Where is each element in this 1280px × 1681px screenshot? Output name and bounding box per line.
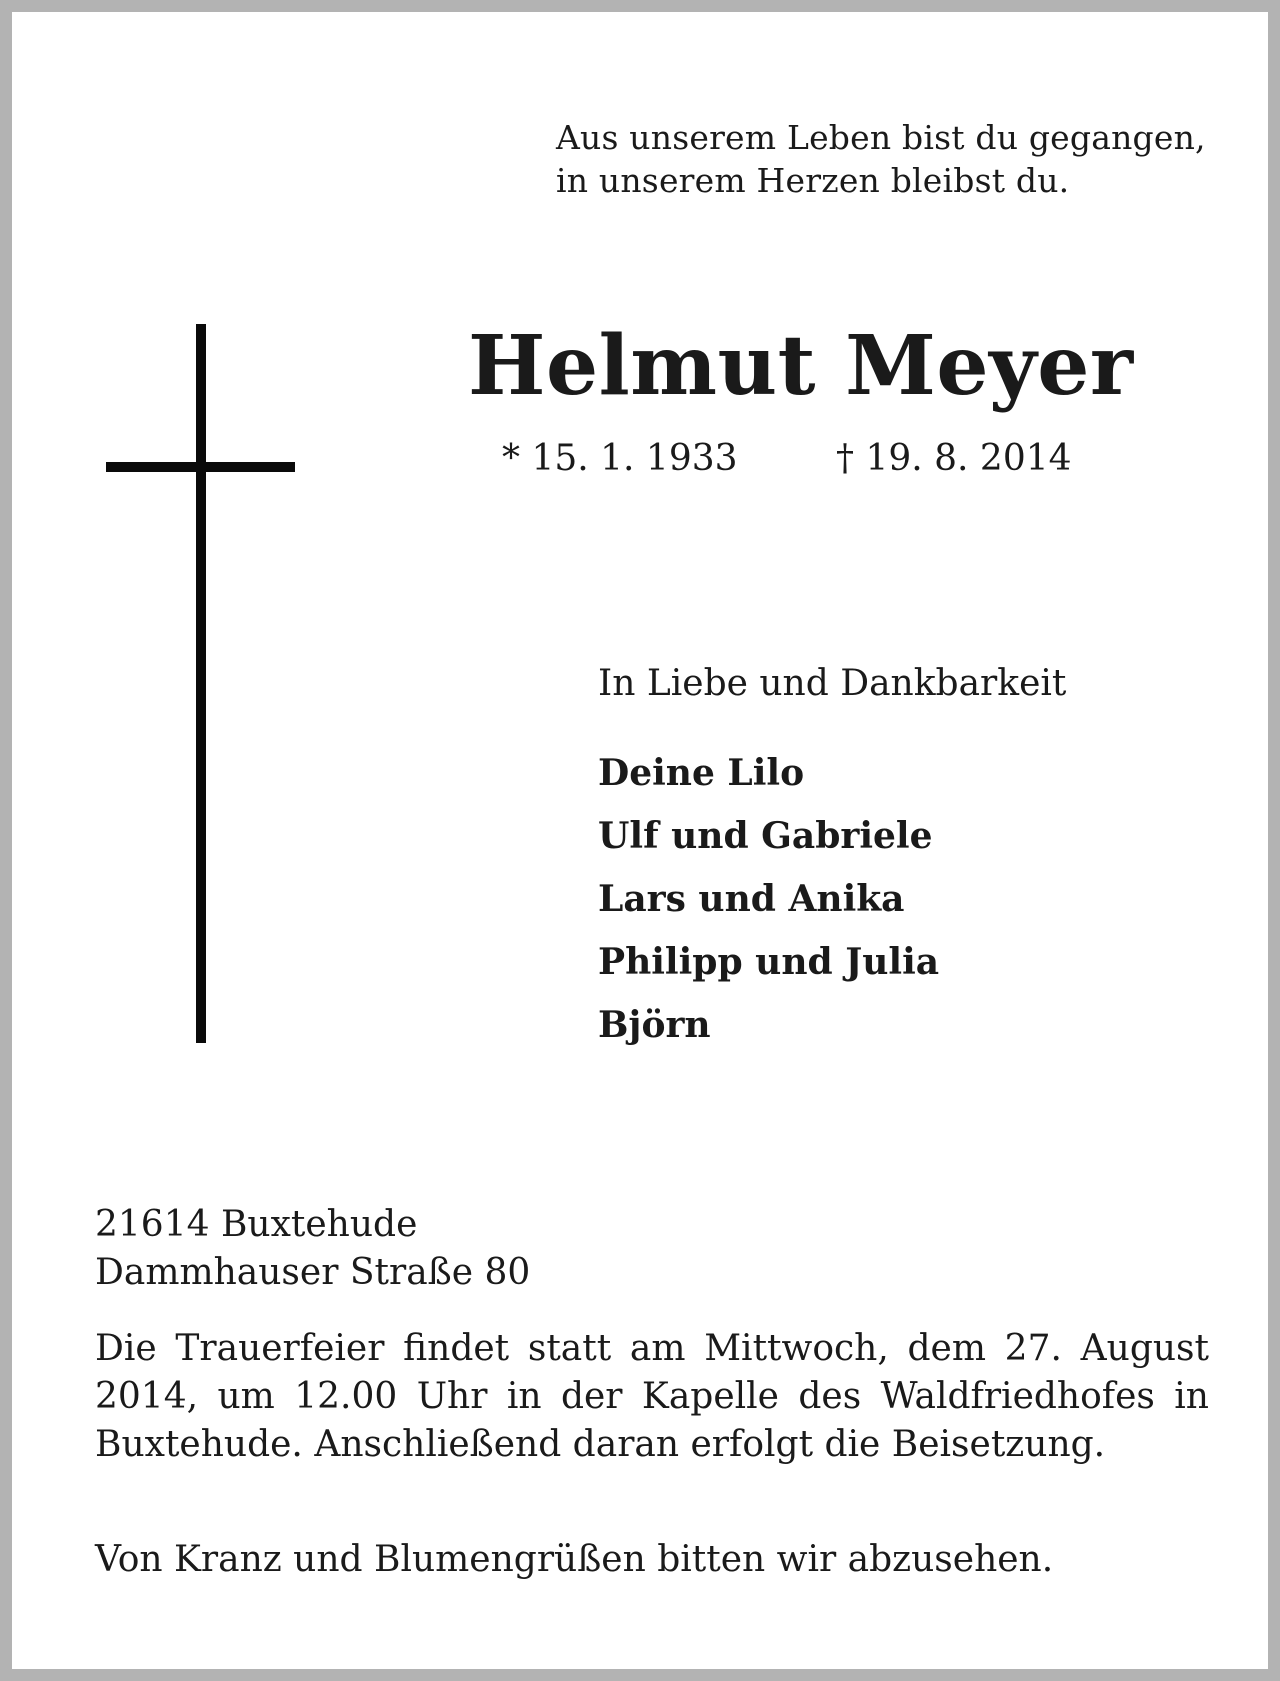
cross-horizontal-bar	[106, 462, 295, 472]
address-street: Dammhauser Straße 80	[95, 1252, 531, 1293]
flowers-note: Von Kranz und Blumengrüßen bitten wir abzusehen.	[95, 1539, 1054, 1580]
motto-line-1: Aus unserem Leben bist du gegangen,	[556, 118, 1206, 157]
mourner-item: Lars und Anika	[598, 878, 905, 920]
motto-quote	[556, 116, 1206, 202]
mourner-item: Philipp und Julia	[598, 941, 940, 983]
mourners-list	[598, 742, 939, 1057]
mourner-item: Ulf und Gabriele	[598, 815, 933, 857]
mourner-item: Björn	[598, 1004, 711, 1046]
motto-line-2: in unserem Herzen bleibst du.	[556, 161, 1070, 200]
deceased-name: Helmut Meyer	[468, 318, 1134, 414]
address-block	[95, 1201, 530, 1297]
death-date: † 19. 8. 2014	[836, 438, 1072, 479]
mourner-item: Deine Lilo	[598, 752, 805, 794]
cross-vertical-bar	[196, 324, 206, 1043]
address-city: 21614 Buxtehude	[95, 1204, 418, 1245]
gratitude-line: In Liebe und Dankbarkeit	[598, 663, 1067, 704]
birth-date: * 15. 1. 1933	[502, 438, 738, 479]
funeral-service-text: Die Trauerfeier findet statt am Mittwoch, dem 27. August 2014, um 12.00 Uhr in der Kapelle des Waldfriedhofes in Buxtehude. Anschließend daran erfolgt die Beisetzung.	[95, 1328, 1209, 1465]
